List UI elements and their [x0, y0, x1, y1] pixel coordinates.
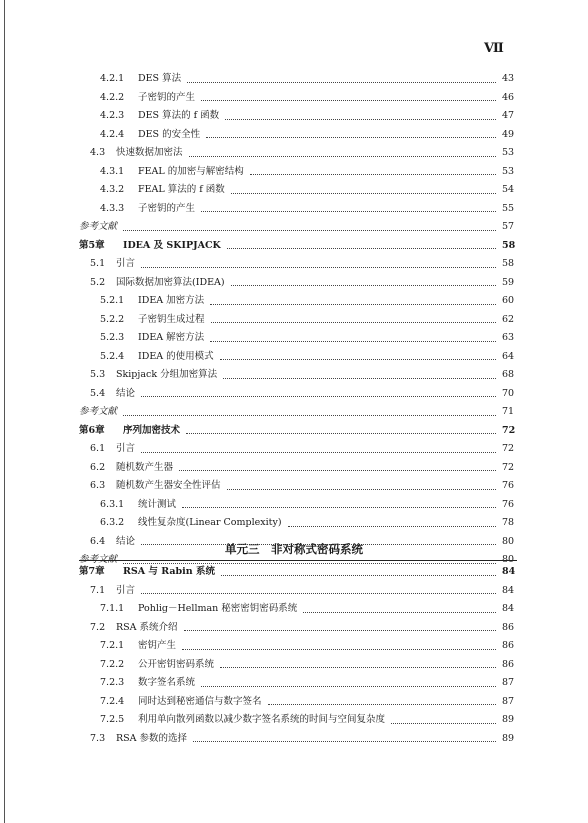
toc-entry-title: 随机数产生器安全性评估	[116, 480, 221, 491]
toc-entry-title: RSA 与 Rabin 系统	[123, 566, 215, 577]
toc-entry-number: 7.2	[90, 621, 106, 633]
toc-entry	[0, 582, 588, 600]
toc-entry-number: 5.3	[90, 369, 106, 380]
toc-entry-page: 84	[502, 603, 515, 614]
toc-entry	[0, 366, 588, 384]
toc-dot-leader	[210, 304, 496, 305]
toc-entry-title: IDEA 及 SKIPJACK	[123, 239, 221, 251]
toc-entry-page: 47	[502, 110, 515, 121]
toc-entry-page: 78	[502, 517, 515, 528]
toc-dot-leader	[184, 630, 496, 631]
unit-heading-rule	[79, 560, 517, 561]
toc-entry-number: 6.4	[90, 535, 106, 547]
toc-entry-number: 5.4	[90, 387, 106, 399]
toc-dot-leader	[223, 378, 496, 379]
toc-entry	[0, 70, 588, 88]
page-number: Ⅶ	[484, 41, 503, 56]
toc-entry-title: 线性复杂度(Linear Complexity)	[138, 517, 282, 528]
toc-entry	[0, 311, 588, 329]
toc-entry-title: DES 算法的 f 函数	[138, 110, 220, 121]
toc-entry	[0, 496, 588, 514]
toc-entry-title: 结论	[116, 387, 136, 399]
toc-entry	[0, 126, 588, 144]
toc-entry-page: 53	[502, 165, 515, 177]
toc-entry-title: 统计测试	[138, 498, 177, 510]
toc-entry	[0, 200, 588, 218]
toc-dot-leader	[391, 723, 496, 724]
toc-entry-title: Skipjack 分组加密算法	[116, 369, 218, 380]
toc-entry-number: 5.2.2	[100, 313, 125, 325]
toc-entry-number: 4.3	[90, 147, 106, 158]
toc-entry	[0, 563, 588, 581]
toc-entry-number: 7.3	[90, 732, 106, 744]
toc-entry-title: Pohlig－Hellman 秘密密钥密码系统	[138, 603, 298, 614]
toc-entry-title: DES 的安全性	[138, 128, 201, 140]
toc-entry-title: 同时达到秘密通信与数字签名	[138, 695, 262, 707]
toc-entry-title: 公开密钥密码系统	[138, 658, 215, 670]
toc-dot-leader	[211, 322, 496, 323]
toc-entry-page: 58	[502, 239, 516, 251]
toc-entry-page: 60	[502, 295, 515, 306]
toc-entry-page: 58	[502, 258, 515, 269]
toc-dot-leader	[220, 667, 496, 668]
toc-entry-number: 7.1	[90, 584, 106, 596]
toc-entry	[0, 730, 588, 748]
toc-entry-number: 4.2.2	[100, 91, 125, 103]
toc-dot-leader	[303, 612, 496, 613]
toc-entry	[0, 656, 588, 674]
toc-entry-number: 4.3.2	[100, 184, 125, 195]
toc-entry-number: 5.2.3	[100, 332, 125, 343]
toc-entry	[0, 181, 588, 199]
toc-entry-title: 数字签名系统	[138, 677, 196, 688]
toc-entry-page: 86	[502, 621, 515, 633]
toc-entry-page: 59	[502, 276, 515, 288]
toc-entry	[0, 89, 588, 107]
toc-entry-number: 5.2.4	[100, 350, 125, 362]
toc-dot-leader	[182, 507, 496, 508]
toc-entry	[0, 637, 588, 655]
unit-heading: 单元三 非对称式密码系统	[225, 542, 363, 556]
toc-entry-page: 72	[502, 443, 515, 454]
toc-entry-number: 4.2.1	[100, 73, 125, 84]
toc-entry-title: IDEA 的使用模式	[138, 350, 214, 362]
toc-entry-page: 72	[502, 424, 516, 436]
toc-dot-leader	[288, 526, 496, 527]
toc-entry	[0, 693, 588, 711]
toc-dot-leader	[186, 433, 496, 434]
toc-entry-page: 49	[502, 128, 515, 140]
toc-entry-title: 结论	[116, 535, 136, 547]
toc-dot-leader	[250, 174, 496, 175]
toc-entry	[0, 459, 588, 477]
toc-entry-page: 54	[502, 184, 515, 195]
toc-entry-page: 80	[502, 535, 515, 547]
toc-dot-leader	[141, 267, 496, 268]
toc-entry-number: 5.1	[90, 258, 106, 269]
toc-dot-leader	[193, 741, 496, 742]
toc-entry-title: 子密钥的产生	[138, 202, 196, 214]
toc-entry-page: 76	[502, 498, 515, 510]
toc-entry	[0, 619, 588, 637]
toc-dot-leader	[189, 156, 496, 157]
toc-dot-leader	[268, 704, 496, 705]
toc-entry-page: 43	[502, 73, 515, 84]
toc-entry	[0, 163, 588, 181]
toc-entry-title: 随机数产生器	[116, 461, 174, 473]
toc-entry-number: 6.3.1	[100, 498, 125, 510]
toc-entry-page: 84	[502, 584, 515, 596]
toc-entry	[0, 274, 588, 292]
toc-entry-page: 62	[502, 313, 515, 325]
toc-entry-page: 87	[502, 677, 515, 688]
toc-dot-leader	[210, 341, 496, 342]
toc-entry	[0, 329, 588, 347]
toc-entry	[0, 292, 588, 310]
toc-entry	[0, 674, 588, 692]
toc-entry-page: 87	[502, 695, 515, 707]
toc-entry	[0, 440, 588, 458]
toc-dot-leader	[201, 100, 496, 101]
toc-entry-title: FEAL 的加密与解密结构	[138, 165, 244, 177]
toc-entry-number: 4.3.1	[100, 165, 125, 177]
toc-dot-leader	[201, 211, 496, 212]
toc-dot-leader	[123, 230, 496, 231]
toc-entry-number: 6.1	[90, 443, 106, 454]
toc-dot-leader	[227, 489, 496, 490]
toc-entry-page: 68	[502, 369, 515, 380]
toc-dot-leader	[141, 396, 496, 397]
toc-dot-leader	[187, 82, 496, 83]
toc-entry-page: 76	[502, 480, 515, 491]
toc-entry-number: 7.2.5	[100, 714, 125, 725]
toc-entry-number: 第6章	[79, 424, 105, 436]
toc-entry	[0, 385, 588, 403]
toc-entry-page: 86	[502, 658, 515, 670]
toc-entry-page: 70	[502, 387, 515, 399]
toc-entry-page: 89	[502, 732, 515, 744]
toc-entry-title: 子密钥的产生	[138, 91, 196, 103]
toc-dot-leader	[220, 359, 496, 360]
toc-entry-number: 4.2.4	[100, 128, 125, 140]
toc-entry-number: 4.3.3	[100, 202, 125, 214]
toc-dot-leader	[141, 452, 496, 453]
toc-entry-number: 6.3	[90, 480, 106, 491]
toc-dot-leader	[221, 575, 496, 576]
toc-entry-number: 7.2.4	[100, 695, 125, 707]
toc-entry-number: 5.2.1	[100, 295, 125, 306]
toc-entry	[0, 348, 588, 366]
toc-entry	[0, 144, 588, 162]
toc-entry-page: 86	[502, 640, 515, 651]
toc-entry-title: 序列加密技术	[123, 424, 181, 436]
toc-entry-title: RSA 系统介绍	[116, 621, 178, 633]
toc-entry-number: 第7章	[79, 566, 105, 577]
toc-entry	[0, 218, 588, 236]
toc-entry-number: 7.1.1	[100, 603, 125, 614]
toc-entry-page: 89	[502, 714, 515, 725]
toc-dot-leader	[179, 470, 496, 471]
toc-entry-title: 引言	[116, 258, 136, 269]
toc-entry-number: 5.2	[90, 276, 106, 288]
toc-entry-number: 7.2.1	[100, 640, 125, 651]
toc-entry-title: 密钥产生	[138, 640, 177, 651]
toc-entry-title: IDEA 加密方法	[138, 295, 205, 306]
toc-dot-leader	[141, 593, 496, 594]
toc-entry-page: 53	[502, 147, 515, 158]
toc-entry-title: 快速数据加密法	[116, 147, 183, 158]
toc-dot-leader	[227, 248, 496, 249]
toc-dot-leader	[201, 686, 496, 687]
toc-dot-leader	[231, 285, 496, 286]
toc-entry-page: 64	[502, 350, 515, 362]
toc-entry	[0, 403, 588, 421]
toc-entry-page: 46	[502, 91, 515, 103]
toc-entry-title: FEAL 算法的 f 函数	[138, 184, 225, 195]
toc-entry-title: 子密钥生成过程	[138, 313, 205, 325]
toc-entry	[0, 477, 588, 495]
toc-entry-title: 利用单向散列函数以减少数字签名系统的时间与空间复杂度	[138, 714, 386, 725]
toc-entry	[0, 255, 588, 273]
toc-entry	[0, 514, 588, 532]
toc-entry-title: 国际数据加密算法(IDEA)	[116, 276, 225, 288]
toc-entry-number: 6.2	[90, 461, 106, 473]
toc-entry-number: 7.2.3	[100, 677, 125, 688]
toc-entry-title: 引言	[116, 584, 136, 596]
toc-entry-page: 71	[502, 406, 515, 417]
toc-entry-number: 第5章	[79, 239, 105, 251]
toc-entry-page: 63	[502, 332, 515, 343]
toc-entry-title: RSA 参数的选择	[116, 732, 188, 744]
toc-entry-number: 4.2.3	[100, 110, 125, 121]
toc-dot-leader	[206, 137, 496, 138]
toc-dot-leader	[123, 415, 496, 416]
toc-entry-title: 参考文献	[79, 221, 118, 232]
toc-entry-page: 84	[502, 566, 516, 577]
toc-dot-leader	[231, 193, 496, 194]
toc-entry-number: 6.3.2	[100, 517, 125, 528]
toc-entry-title: IDEA 解密方法	[138, 332, 205, 343]
toc-entry	[0, 107, 588, 125]
toc-entry	[0, 422, 588, 440]
toc-entry-title: 参考文献	[79, 406, 118, 417]
toc-entry	[0, 711, 588, 729]
toc-entry-page: 57	[502, 221, 515, 232]
toc-dot-leader	[225, 119, 496, 120]
toc-entry-page: 72	[502, 461, 515, 473]
toc-entry	[0, 600, 588, 618]
toc-entry-title: DES 算法	[138, 73, 182, 84]
toc-entry-number: 7.2.2	[100, 658, 125, 670]
toc-entry	[0, 237, 588, 255]
toc-dot-leader	[182, 649, 496, 650]
toc-entry-title: 引言	[116, 443, 136, 454]
toc-entry-page: 55	[502, 202, 515, 214]
